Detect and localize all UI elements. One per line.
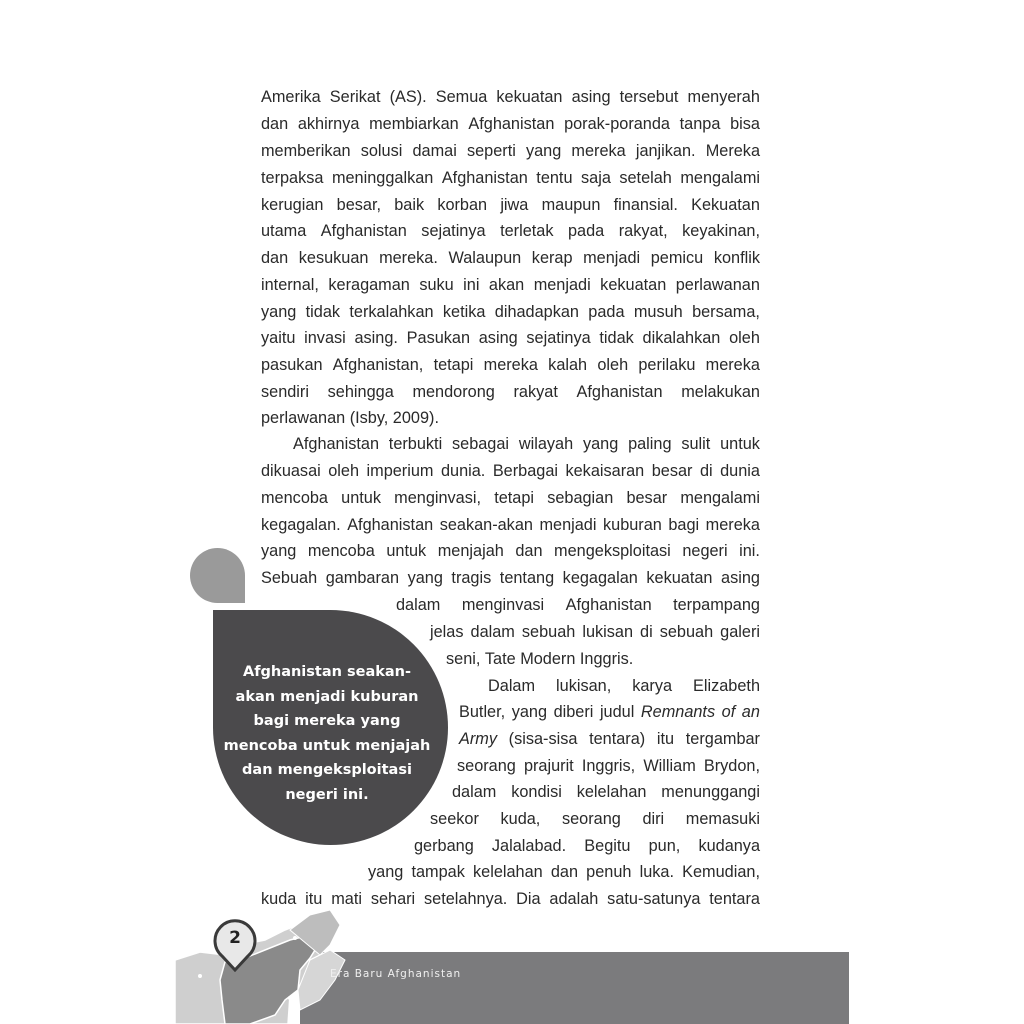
word: kelelahan — [576, 783, 647, 801]
word: mencoba — [307, 542, 375, 560]
word: (Isby, — [349, 409, 389, 427]
page-number: 2 — [229, 928, 241, 948]
body-line — [459, 702, 760, 722]
word: kekuatan — [496, 88, 563, 106]
word: sehari — [370, 890, 416, 908]
body-line — [261, 302, 760, 322]
word: menjadi — [539, 516, 597, 534]
word: dan — [550, 863, 579, 881]
word: yang — [582, 435, 619, 453]
word: bisa — [730, 115, 760, 133]
word: Berbagai — [492, 462, 558, 480]
word: Modern — [520, 650, 576, 668]
word: Elizabeth — [693, 677, 760, 695]
word: yang — [261, 303, 297, 321]
body-line — [430, 622, 760, 642]
word: terkalahkan — [349, 303, 434, 321]
word: seperti — [466, 142, 516, 160]
word: besar, — [336, 196, 382, 214]
word: dan — [261, 249, 289, 267]
word: kekuatan — [646, 569, 713, 587]
word: Amerika — [261, 88, 321, 106]
word: janjikan. — [635, 142, 696, 160]
word: itu — [305, 890, 323, 908]
word: mengalami — [680, 489, 760, 507]
word: internal, — [261, 276, 319, 294]
word: pun, — [648, 837, 681, 855]
word: kerugian — [261, 196, 324, 214]
word: mengalami — [680, 169, 760, 187]
body-line — [293, 434, 760, 454]
word: di — [640, 623, 653, 641]
word: kuburan — [603, 516, 662, 534]
word: jelas — [430, 623, 464, 641]
word: untuk — [341, 489, 381, 507]
word: karya — [632, 677, 673, 695]
word: Semua — [435, 88, 488, 106]
word: mereka. — [379, 249, 438, 267]
word: Walaupun — [448, 249, 522, 267]
word: yang — [261, 542, 297, 560]
word: prajurit — [523, 757, 574, 775]
body-line — [396, 595, 760, 615]
word: gerbang — [414, 837, 474, 855]
word: dan — [515, 542, 543, 560]
body-line — [261, 382, 760, 402]
word: rakyat, — [618, 222, 668, 240]
word: kuda, — [500, 810, 541, 828]
pull-quote-line: bagi mereka yang — [253, 713, 401, 729]
word: dalam — [470, 623, 515, 641]
word: menjajah — [437, 542, 504, 560]
word: sebuah — [659, 623, 714, 641]
body-line — [261, 87, 760, 107]
word: kudanya — [698, 837, 760, 855]
word: sebuah — [521, 623, 576, 641]
word: negeri — [682, 542, 728, 560]
body-line — [430, 809, 760, 829]
pull-quote-line: Afghanistan seakan- — [242, 664, 412, 680]
body-line — [261, 541, 760, 561]
word: Afghanistan — [468, 115, 555, 133]
word: saja — [581, 169, 611, 187]
running-title: Era Baru Afghanistan — [330, 968, 462, 980]
word: memberikan — [261, 142, 351, 160]
word: paling — [628, 435, 672, 453]
word: dihadapkan — [494, 303, 579, 321]
body-line — [261, 461, 760, 481]
word: lukisan, — [556, 677, 612, 695]
word: musuh — [633, 303, 683, 321]
word: dalam — [452, 783, 497, 801]
word: dan — [261, 115, 289, 133]
word: sejatinya — [526, 329, 591, 347]
body-line — [261, 275, 760, 295]
word: Kemudian, — [682, 863, 760, 881]
word: diri — [642, 810, 665, 828]
word: tragis — [451, 569, 492, 587]
word: perlawanan — [675, 276, 760, 294]
word: mati — [331, 890, 362, 908]
word: oleh — [328, 462, 360, 480]
word: kekuatan — [600, 276, 667, 294]
word: membiarkan — [369, 115, 459, 133]
word: Pasukan — [406, 329, 471, 347]
word: galeri — [720, 623, 760, 641]
word: Jalalabad. — [491, 837, 567, 855]
word: menunggangi — [661, 783, 760, 801]
word: porak-poranda — [564, 115, 670, 133]
word: Afghanistan — [347, 516, 434, 534]
pull-quote-line: dan mengeksploitasi — [242, 762, 412, 778]
word: Serikat — [329, 88, 381, 106]
word: akhirnya — [297, 115, 360, 133]
word: korban — [437, 196, 488, 214]
word: seorang — [561, 810, 621, 828]
word: meninggalkan — [331, 169, 434, 187]
pull-quote-line: mencoba untuk menjajah — [223, 737, 431, 754]
word: bagi — [668, 516, 700, 534]
word: Kekuatan — [691, 196, 760, 214]
word: mereka — [705, 356, 760, 374]
word: asing — [478, 329, 518, 347]
word: sehingga — [327, 383, 394, 401]
word: menyerah — [687, 88, 760, 106]
word: Mereka — [705, 142, 760, 160]
word: suku — [419, 276, 454, 294]
word: dunia — [720, 462, 760, 480]
body-line — [414, 836, 760, 856]
word: 2009). — [392, 409, 439, 427]
body-line — [261, 568, 760, 588]
word: menjadi — [583, 249, 641, 267]
word: Inggris, — [581, 757, 636, 775]
word: Afghanistan — [576, 383, 663, 401]
word: luka. — [639, 863, 674, 881]
word: rakyat — [513, 383, 558, 401]
word: Sebuah — [261, 569, 318, 587]
word: kekaisaran — [565, 462, 645, 480]
word: terpampang — [673, 596, 760, 614]
word: imperium — [366, 462, 434, 480]
word: mendorong — [412, 383, 495, 401]
body-line — [261, 408, 760, 428]
body-line — [261, 114, 760, 134]
word: tergambar — [685, 730, 760, 748]
word: dikalahkan — [642, 329, 721, 347]
word: terpaksa — [261, 169, 324, 187]
word: adalah — [549, 890, 599, 908]
word: tidak — [599, 329, 634, 347]
word: seekor — [430, 810, 479, 828]
word: kalah — [548, 356, 588, 374]
word: pada — [588, 303, 625, 321]
word: mencoba — [261, 489, 328, 507]
body-line — [452, 782, 760, 802]
word: setelahnya. — [424, 890, 508, 908]
word: tetapi — [494, 489, 535, 507]
word: tampak — [411, 863, 465, 881]
word: Afghanistan — [441, 169, 528, 187]
word: tentara — [709, 890, 760, 908]
word: mereka — [483, 356, 538, 374]
word: yang — [407, 569, 443, 587]
body-line — [261, 195, 760, 215]
body-line — [261, 488, 760, 508]
word: wilayah — [518, 435, 574, 453]
word: ketika — [442, 303, 486, 321]
body-line — [446, 649, 760, 669]
word: utama — [261, 222, 307, 240]
word: jiwa — [500, 196, 529, 214]
word: judul — [599, 703, 635, 721]
word: baik — [394, 196, 425, 214]
word: tersebut — [619, 88, 679, 106]
body-line — [261, 168, 760, 188]
word: dalam — [396, 596, 441, 614]
word: kuda — [261, 890, 297, 908]
word: Afghanistan — [565, 596, 652, 614]
word: bersama, — [692, 303, 760, 321]
word: (AS). — [389, 88, 427, 106]
word: asing. — [354, 329, 398, 347]
word: maupun — [541, 196, 601, 214]
word: seni, — [446, 650, 481, 668]
word: setelah — [619, 169, 672, 187]
word: Afghanistan, — [332, 356, 424, 374]
word: sejatinya — [421, 222, 486, 240]
word: yang — [525, 142, 562, 160]
word: kegagalan — [562, 569, 638, 587]
word: Inggris. — [579, 650, 634, 668]
word: yang — [368, 863, 404, 881]
word: menjadi — [533, 276, 591, 294]
body-line — [368, 862, 760, 882]
word: kelelahan — [473, 863, 543, 881]
word: satu-satunya — [607, 890, 701, 908]
word: pemicu — [650, 249, 704, 267]
word: akan — [488, 276, 525, 294]
word: kerap — [531, 249, 573, 267]
word: Dalam — [488, 677, 536, 695]
word: perlawanan — [261, 409, 346, 427]
word: Afghanistan — [320, 222, 407, 240]
word: sulit — [681, 435, 711, 453]
word: perilaku — [638, 356, 696, 374]
word: William — [643, 757, 696, 775]
body-line — [488, 676, 760, 696]
word: yang — [511, 703, 548, 721]
word: Begitu — [584, 837, 631, 855]
word: oleh — [597, 356, 629, 374]
word: Brydon, — [703, 757, 760, 775]
word: kesukuan — [298, 249, 369, 267]
word: di — [699, 462, 713, 480]
word: keyakinan, — [682, 222, 760, 240]
word: tanpa — [679, 115, 721, 133]
word: kondisi — [511, 783, 562, 801]
word: melakukan — [681, 383, 760, 401]
word: menginvasi, — [394, 489, 482, 507]
word: finansial. — [613, 196, 678, 214]
pull-quote-line: negeri ini. — [285, 786, 369, 803]
word: menginvasi — [461, 596, 545, 614]
word: tentara) — [589, 730, 646, 748]
word: damai — [412, 142, 457, 160]
word: penuh — [586, 863, 632, 881]
word: untuk — [386, 542, 427, 560]
word: (sisa-sisa — [508, 730, 578, 748]
word: yaitu — [261, 329, 296, 347]
word: sebagai — [452, 435, 510, 453]
word: dunia. — [440, 462, 486, 480]
word: Afghanistan — [293, 435, 379, 453]
word: Tate — [484, 650, 516, 668]
word: solusi — [360, 142, 403, 160]
body-line — [261, 515, 760, 535]
body-line — [261, 355, 760, 375]
word: sebagian — [547, 489, 614, 507]
word: untuk — [720, 435, 760, 453]
word: Army — [459, 730, 497, 748]
word: an — [741, 703, 760, 721]
word: tetapi — [433, 356, 474, 374]
callout-accent-drop — [190, 548, 245, 603]
word: mereka — [571, 142, 626, 160]
word: itu — [656, 730, 675, 748]
word: tentu — [536, 169, 573, 187]
word: seakan-akan — [439, 516, 533, 534]
word: keragaman — [328, 276, 410, 294]
word: mengeksploitasi — [554, 542, 671, 560]
word: gambaran — [325, 569, 400, 587]
word: pada — [568, 222, 605, 240]
word: tentang — [499, 569, 555, 587]
word: besar — [626, 489, 668, 507]
body-line — [261, 221, 760, 241]
word: oleh — [729, 329, 760, 347]
word: terletak — [500, 222, 554, 240]
word: tidak — [305, 303, 341, 321]
body-line — [261, 141, 760, 161]
word: asing — [721, 569, 760, 587]
word: of — [721, 703, 736, 721]
body-line — [457, 756, 760, 776]
word: Dia — [516, 890, 541, 908]
word: memasuki — [685, 810, 760, 828]
word: terbukti — [388, 435, 443, 453]
body-line — [459, 729, 760, 749]
word: sendiri — [261, 383, 309, 401]
word: asing — [571, 88, 611, 106]
pull-quote — [222, 660, 432, 807]
word: invasi — [304, 329, 346, 347]
word: seorang — [457, 757, 516, 775]
pull-quote-line: akan menjadi kuburan — [235, 688, 419, 705]
word: mereka — [705, 516, 760, 534]
word: pasukan — [261, 356, 323, 374]
word: besar — [651, 462, 693, 480]
word: lukisan — [582, 623, 634, 641]
word: ini — [463, 276, 480, 294]
word: dikuasai — [261, 462, 321, 480]
word: Remnants — [640, 703, 716, 721]
word: Butler, — [459, 703, 506, 721]
body-line — [261, 328, 760, 348]
word: ini. — [739, 542, 760, 560]
word: diberi — [553, 703, 594, 721]
word: kegagalan. — [261, 516, 341, 534]
word: konflik — [713, 249, 760, 267]
body-line — [261, 248, 760, 268]
